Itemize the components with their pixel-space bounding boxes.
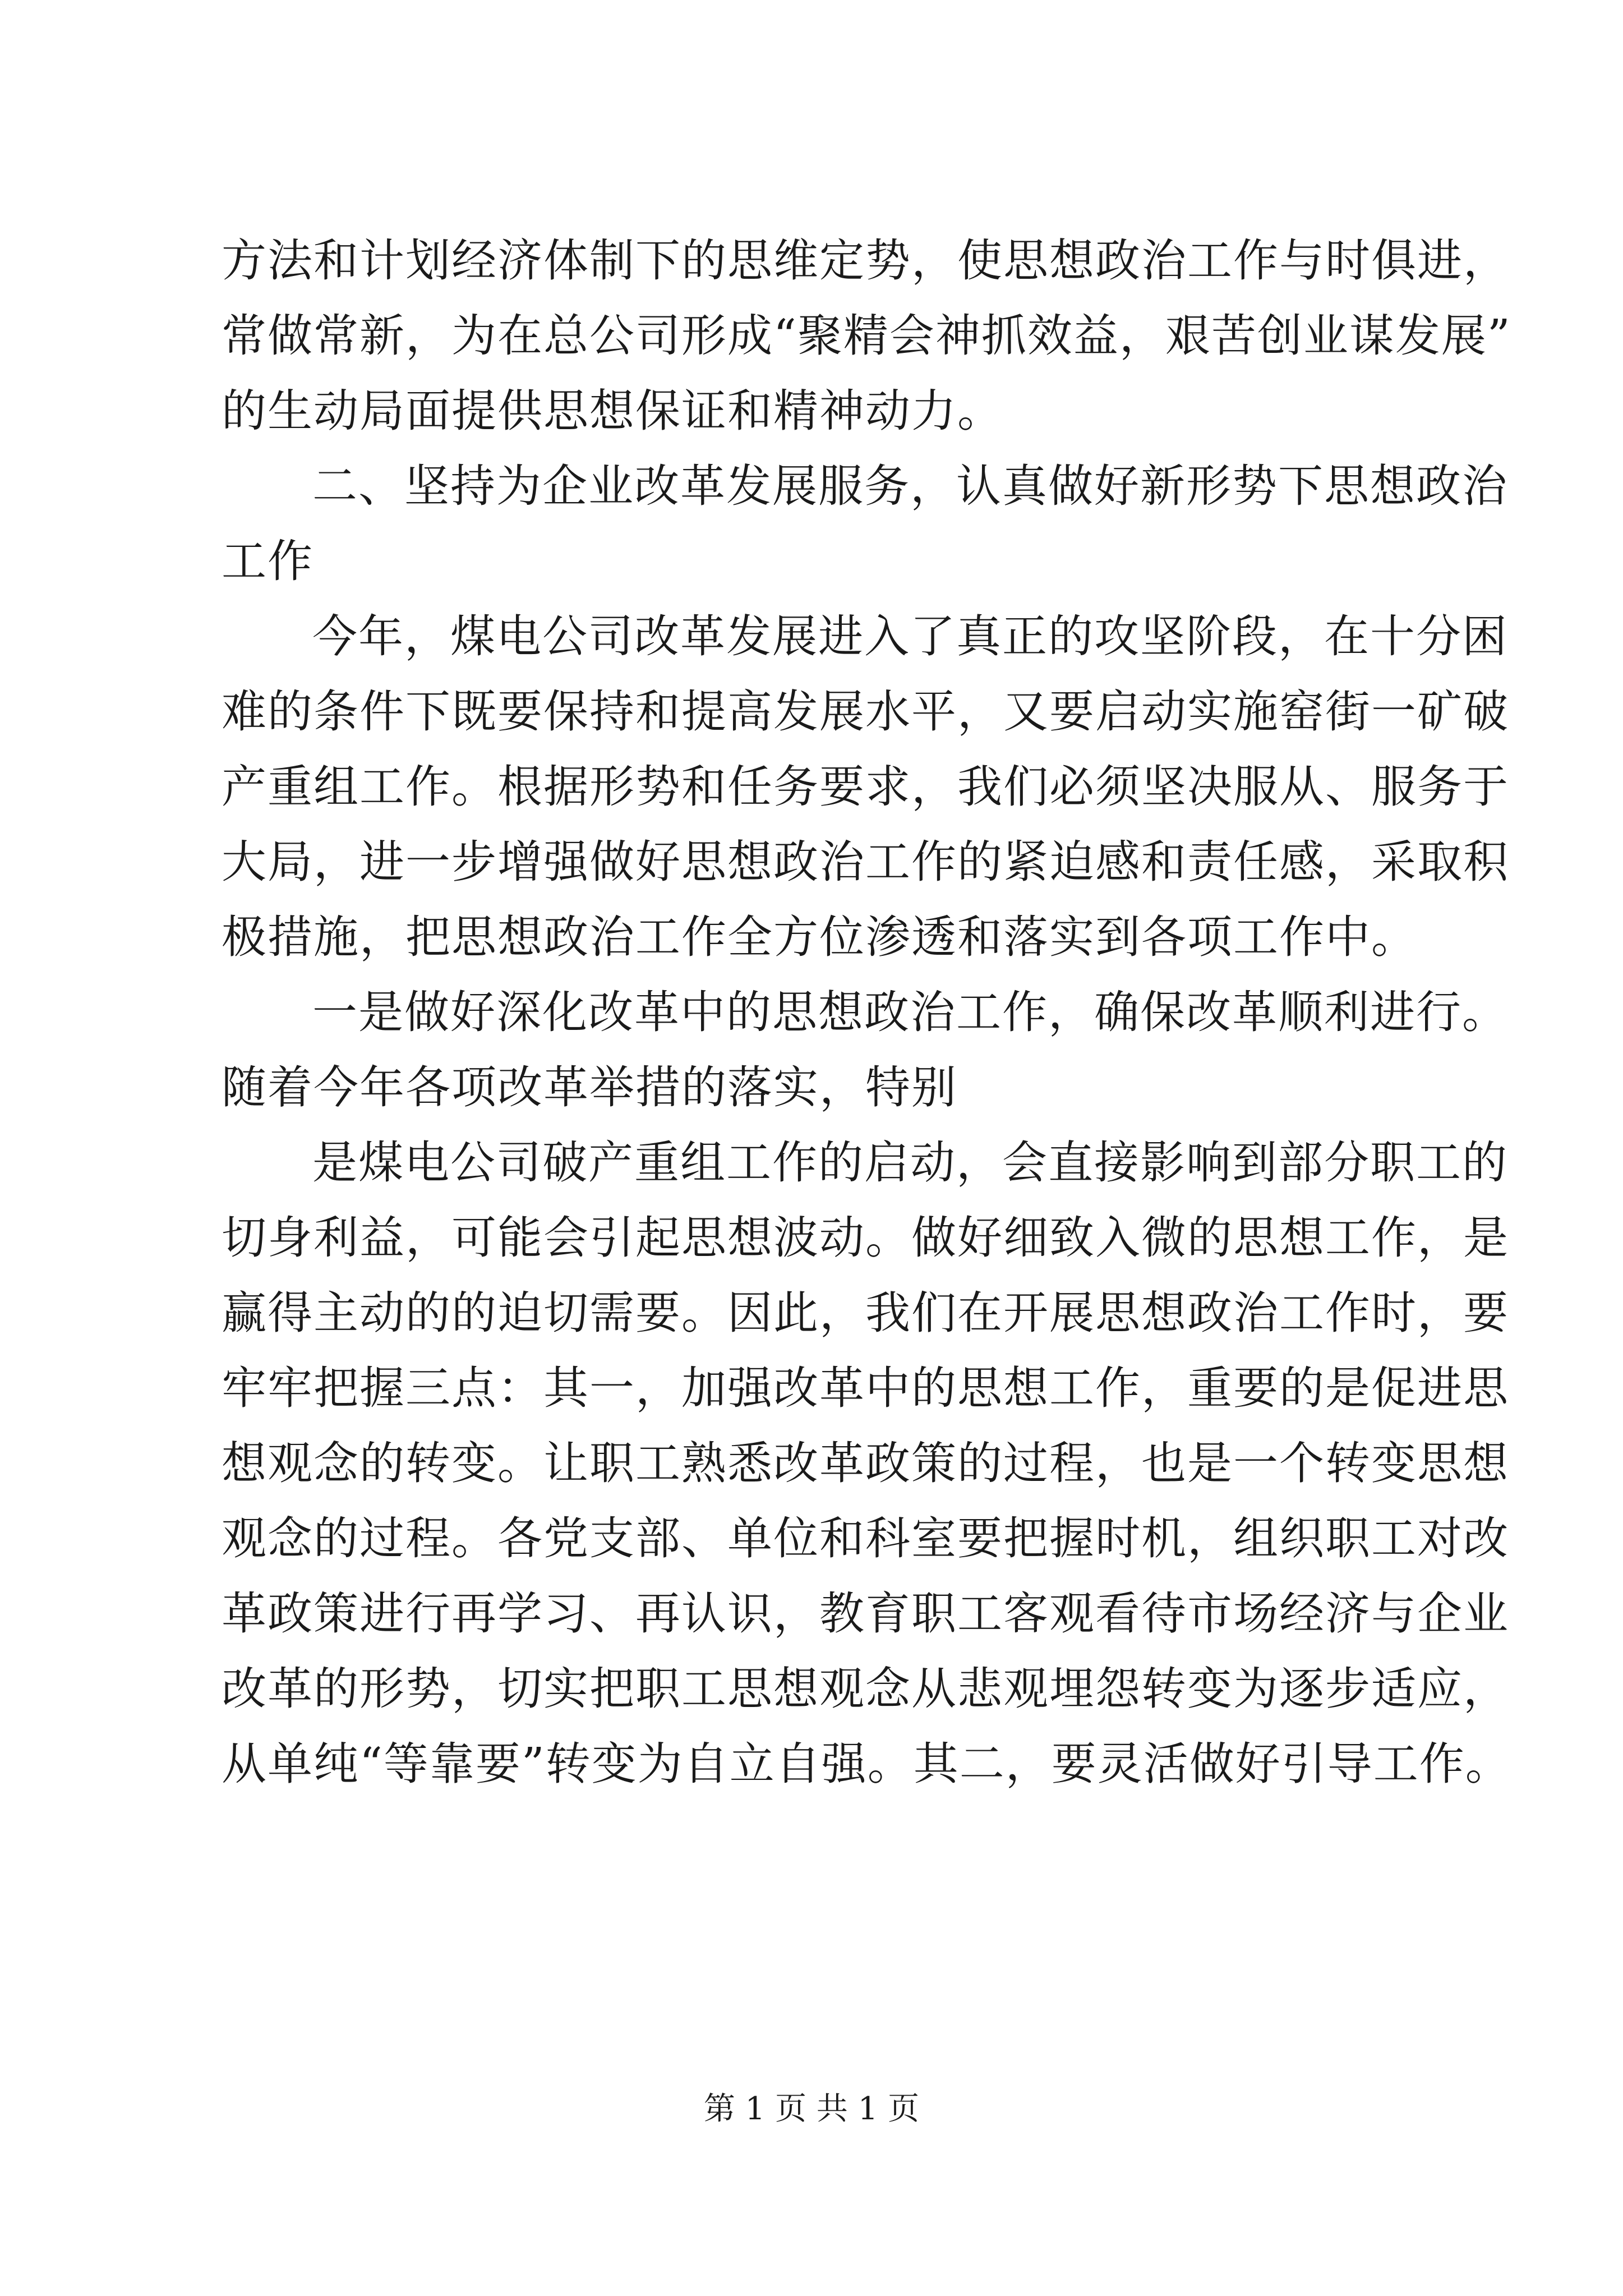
document-body <box>222 223 1511 1802</box>
text-line: 难的条件下既要保持和提高发展水平，又要启动实施窑街一矿破 <box>222 685 1509 738</box>
text-line: 牢牢把握三点：其一，加强改革中的思想工作，重要的是促进思 <box>222 1362 1509 1414</box>
text-line: 常做常新，为在总公司形成“聚精会神抓效益，艰苦创业谋发展” <box>222 310 1511 362</box>
text-line: 是煤电公司破产重组工作的启动，会直接影响到部分职工的 <box>312 1137 1508 1189</box>
text-line: 今年，煤电公司改革发展进入了真正的攻坚阶段，在十分困 <box>312 610 1508 662</box>
text-line: 方法和计划经济体制下的思维定势，使思想政治工作与时俱进， <box>222 234 1509 287</box>
text-line: 想观念的转变。让职工熟悉改革政策的过程，也是一个转变思想 <box>222 1437 1509 1489</box>
text-line: 大局，进一步增强做好思想政治工作的紧迫感和责任感，采取积 <box>222 836 1509 888</box>
page-number-footer: 第 1 页 共 1 页 <box>703 2091 920 2127</box>
text-line: 改革的形势，切实把职工思想观念从悲观埋怨转变为逐步适应， <box>222 1663 1509 1715</box>
text-line: 的生动局面提供思想保证和精神动力。 <box>222 385 1003 437</box>
text-line: 革政策进行再学习、再认识，教育职工客观看待市场经济与企业 <box>222 1588 1509 1640</box>
text-line: 一是做好深化改革中的思想政治工作，确保改革顺利进行。 <box>312 986 1508 1038</box>
text-line: 切身利益，可能会引起思想波动。做好细致入微的思想工作，是 <box>222 1212 1509 1264</box>
text-line: 观念的过程。各党支部、单位和科室要把握时机，组织职工对改 <box>222 1512 1509 1565</box>
text-line: 随着今年各项改革举措的落实，特别 <box>222 1061 957 1114</box>
text-line: 极措施，把思想政治工作全方位渗透和落实到各项工作中。 <box>222 911 1417 963</box>
text-line: 产重组工作。根据形势和任务要求，我们必须坚决服从、服务于 <box>222 761 1509 813</box>
section-heading-continued: 工作 <box>222 535 313 587</box>
text-line: 赢得主动的的迫切需要。因此，我们在开展思想政治工作时，要 <box>222 1287 1509 1339</box>
text-line: 从单纯“等靠要”转变为自立自强。其二，要灵活做好引导工作。 <box>222 1738 1511 1790</box>
section-heading: 二、坚持为企业改革发展服务，认真做好新形势下思想政治 <box>312 460 1508 512</box>
